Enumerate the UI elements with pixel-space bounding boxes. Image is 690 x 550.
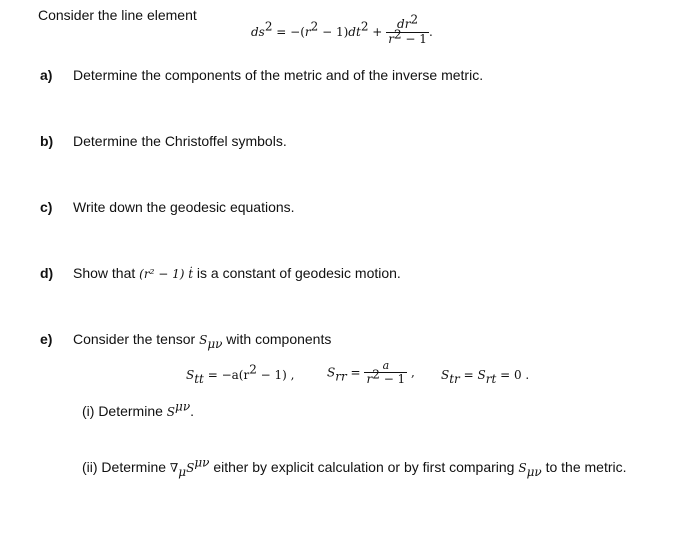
subpart-ii-mid: either by explicit calculation or by first comparing (209, 459, 519, 475)
line-element-equation (251, 12, 433, 47)
eq-equals: = −( (272, 25, 305, 40)
part-e-text (73, 331, 332, 351)
eq-dt-sup: 2 (360, 19, 369, 34)
subpart-i-text: (i) Determine (82, 403, 167, 419)
nabla-symbol: ∇ (169, 461, 179, 475)
eq-minus1: − 1) (318, 25, 349, 40)
subpart-ii-after: to the metric. (541, 459, 627, 475)
tensor-str-srt (441, 366, 530, 386)
part-d-text (73, 265, 401, 281)
srr-sub: rr (335, 369, 347, 384)
stt-rhs: = −a(r (203, 368, 250, 382)
srr-den-sq: 2 (372, 367, 380, 382)
part-d-label: d) (40, 265, 54, 281)
part-d-math: (r² − 1) ṫ (139, 267, 194, 281)
str-sub: tr (449, 371, 460, 386)
subpart-ii (82, 455, 627, 479)
part-e-S: S (199, 333, 208, 347)
frac-den-tail: − 1 (401, 32, 427, 46)
eq-ds-sup: 2 (264, 19, 273, 34)
eq-end: . (428, 25, 433, 40)
part-b-text: Determine the Christoffel symbols. (73, 133, 287, 149)
str-S: S (441, 368, 450, 382)
part-b-label: b) (40, 133, 54, 149)
subpart-i-sup: μν (175, 399, 191, 414)
srr-eq: = (346, 365, 361, 380)
stt-sub: tt (194, 371, 204, 386)
subpart-ii-S: S (186, 461, 195, 475)
part-c-text: Write down the geodesic equations. (73, 199, 295, 215)
subpart-ii-before: (ii) Determine (82, 459, 170, 475)
srr-den-r: r (366, 372, 373, 386)
part-a-text: Determine the components of the metric and of the inverse metric. (73, 67, 484, 83)
stt-S: S (186, 368, 195, 382)
eq-ds: ds (251, 25, 265, 40)
frac-den-sup: 2 (393, 27, 402, 42)
srt-tail: = 0 . (496, 368, 530, 382)
part-c-label: c) (40, 199, 53, 215)
eq-dt: dt (348, 25, 361, 40)
nabla-sub: μ (178, 464, 187, 479)
tensor-stt (186, 362, 295, 386)
subpart-ii-S2-sub: μν (526, 464, 542, 479)
stt-tail: − 1) , (256, 368, 295, 382)
eq-fraction (386, 12, 429, 47)
srr-fraction (364, 359, 407, 387)
eq-plus: + (368, 25, 383, 40)
frac-num-sup: 2 (410, 12, 419, 27)
part-a-label: a) (40, 67, 53, 83)
subpart-i-S: S (166, 405, 176, 419)
subpart-ii-S2: S (518, 461, 527, 475)
part-e-after: with components (222, 331, 332, 347)
part-e-label: e) (40, 331, 53, 347)
subpart-i-end: . (190, 403, 195, 419)
str-eq: = (459, 368, 478, 382)
eq-r: r (304, 25, 311, 40)
frac-den-r: r (388, 32, 394, 46)
srr-tail: , (407, 365, 415, 380)
part-e-before: Consider the tensor (73, 331, 200, 347)
srr-den-tail: − 1 (379, 372, 406, 386)
stt-sq: 2 (249, 362, 257, 377)
srt-sub: rt (485, 371, 497, 386)
intro-text: Consider the line element (38, 7, 197, 23)
srr-S: S (327, 365, 336, 380)
srt-S: S (477, 368, 486, 382)
part-e-sub: μν (207, 336, 223, 351)
part-d-before: Show that (73, 265, 140, 281)
eq-r-sup: 2 (310, 19, 319, 34)
part-d-after: is a constant of geodesic motion. (193, 265, 401, 281)
subpart-i (82, 399, 195, 419)
srr-num: a (382, 359, 390, 372)
subpart-ii-sup: μν (194, 455, 210, 470)
tensor-srr (327, 359, 415, 387)
frac-num: dr (397, 17, 411, 31)
